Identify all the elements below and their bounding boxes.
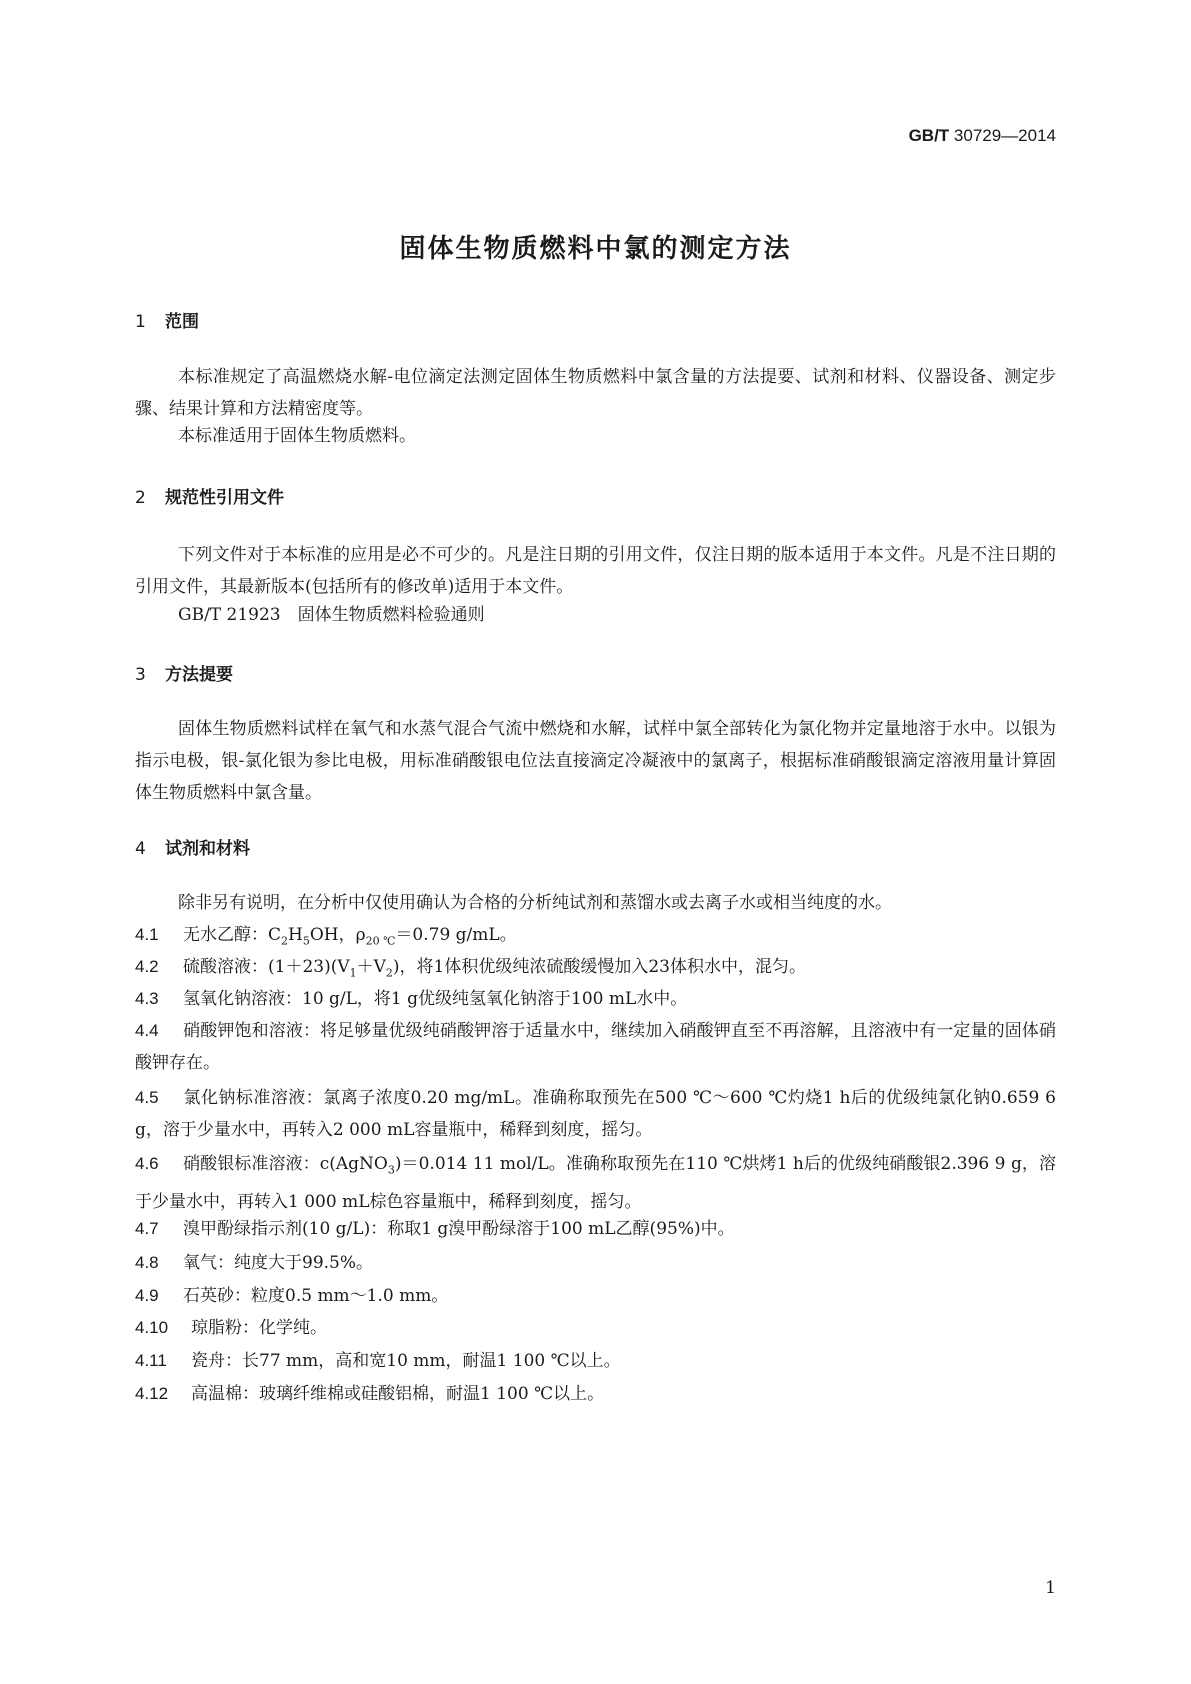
reference-title: 固体生物质燃料检验通则 <box>297 605 485 625</box>
item-text: H <box>288 925 303 945</box>
list-item <box>135 1312 1056 1344</box>
section-number: 4 <box>135 839 146 859</box>
item-text: 硝酸钾饱和溶液：将足够量优级纯硝酸钾溶于适量水中，继续加入硝酸钾直至不再溶解，且溶液中有一定量的固体硝酸钾存在。 <box>135 1021 1056 1073</box>
list-item <box>135 1082 1056 1146</box>
section-1-heading <box>135 307 199 332</box>
item-text: 硫酸溶液：(1＋23)(V <box>183 957 350 977</box>
section-number: 3 <box>135 665 146 685</box>
item-text: )＝0.014 11 mol/L。准确称取预先在110 ℃烘烤1 h后的优级纯硝酸银2.396 9 g，溶于少量水中，再转入1 000 mL棕色容量瓶中，稀释到刻度，摇匀。 <box>135 1154 1056 1213</box>
list-item <box>135 1015 1056 1079</box>
item-number: 4.4 <box>135 1021 159 1040</box>
item-number: 4.9 <box>135 1286 159 1305</box>
normative-reference <box>178 600 485 625</box>
item-number: 4.6 <box>135 1154 159 1173</box>
list-item <box>135 1280 1056 1312</box>
item-text: 石英砂：粒度0.5 mm～1.0 mm。 <box>183 1286 449 1306</box>
list-item <box>135 1378 1056 1410</box>
item-text: 琼脂粉：化学纯。 <box>191 1318 327 1338</box>
section-3-paragraph-1: 固体生物质燃料试样在氧气和水蒸气混合气流中燃烧和水解，试样中氯全部转化为氯化物并定量地溶于水中。以银为指示电极，银-氯化银为参比电极，用标准硝酸银电位法直接滴定冷凝液中的氯离子，根据标准硝酸银滴定溶液用量计算固体生物质燃料中氯含量。 <box>135 719 1056 803</box>
section-title: 试剂和材料 <box>165 839 250 859</box>
item-text: 溴甲酚绿指示剂(10 g/L)：称取1 g溴甲酚绿溶于100 mL乙醇(95%)中。 <box>183 1219 735 1239</box>
item-text: OH，ρ <box>309 925 366 945</box>
item-text: 氧气：纯度大于99.5%。 <box>183 1253 374 1273</box>
item-number: 4.7 <box>135 1219 159 1238</box>
list-item <box>135 983 1056 1015</box>
section-number: 1 <box>135 312 146 332</box>
standard-code <box>909 126 1056 146</box>
reference-code: GB/T 21923 <box>178 605 281 625</box>
section-4-heading <box>135 834 250 859</box>
item-number: 4.2 <box>135 957 159 976</box>
section-title: 规范性引用文件 <box>165 488 284 508</box>
item-text: 氯化钠标准溶液：氯离子浓度0.20 mg/mL。准确称取预先在500 ℃～600 ℃灼烧1 h后的优级纯氯化钠0.659 6 g，溶于少量水中，再转入2 000 mL容量瓶中，稀释到刻度，摇匀。 <box>135 1088 1056 1140</box>
item-text: 瓷舟：长77 mm，高和宽10 mm，耐温1 100 ℃以上。 <box>191 1351 621 1371</box>
standard-code-number: 30729—2014 <box>953 126 1056 145</box>
section-1-paragraph-1: 本标准规定了高温燃烧水解-电位滴定法测定固体生物质燃料中氯含量的方法提要、试剂和材料、仪器设备、测定步骤、结果计算和方法精密度等。 <box>135 367 1056 419</box>
section-2-paragraph-1: 下列文件对于本标准的应用是必不可少的。凡是注日期的引用文件，仅注日期的版本适用于本文件。凡是不注日期的引用文件，其最新版本(包括所有的修改单)适用于本文件。 <box>135 545 1056 597</box>
section-number: 2 <box>135 488 146 508</box>
item-number: 4.5 <box>135 1088 159 1107</box>
list-item <box>135 1213 1056 1245</box>
item-number: 4.1 <box>135 925 159 944</box>
list-item <box>135 1345 1056 1377</box>
standard-code-prefix: GB/T <box>908 126 950 145</box>
subscript: 2 <box>281 934 289 948</box>
section-3-heading <box>135 660 233 685</box>
section-title: 范围 <box>165 312 199 332</box>
subscript: 2 <box>385 966 393 980</box>
subscript: 3 <box>387 1163 395 1177</box>
document-title: 固体生物质燃料中氯的测定方法 <box>399 234 792 264</box>
item-text: 高温棉：玻璃纤维棉或硅酸铝棉，耐温1 100 ℃以上。 <box>191 1384 605 1404</box>
section-2-heading <box>135 483 284 508</box>
section-title: 方法提要 <box>165 665 233 685</box>
item-text: 硝酸银标准溶液：c(AgNO <box>183 1154 388 1174</box>
item-number: 4.11 <box>135 1351 167 1370</box>
item-text: ＋V <box>356 957 386 977</box>
item-number: 4.10 <box>135 1318 169 1337</box>
item-text: )，将1体积优级纯浓硫酸缓慢加入23体积水中，混匀。 <box>392 957 806 977</box>
subscript: 20 ℃ <box>365 934 396 948</box>
item-text: ＝0.79 g/mL。 <box>395 925 517 945</box>
page-number: 1 <box>1045 1578 1056 1598</box>
list-item <box>135 1247 1056 1279</box>
section-1-paragraph-2: 本标准适用于固体生物质燃料。 <box>178 426 416 446</box>
item-number: 4.12 <box>135 1384 169 1403</box>
subscript: 5 <box>302 934 310 948</box>
list-item <box>135 1148 1056 1218</box>
section-4-intro: 除非另有说明，在分析中仅使用确认为合格的分析纯试剂和蒸馏水或去离子水或相当纯度的水。 <box>178 893 892 913</box>
item-text: 无水乙醇：C <box>183 925 282 945</box>
item-number: 4.8 <box>135 1253 159 1272</box>
item-text: 氢氧化钠溶液：10 g/L，将1 g优级纯氢氧化钠溶于100 mL水中。 <box>183 989 688 1009</box>
subscript: 1 <box>349 966 357 980</box>
item-number: 4.3 <box>135 989 159 1008</box>
